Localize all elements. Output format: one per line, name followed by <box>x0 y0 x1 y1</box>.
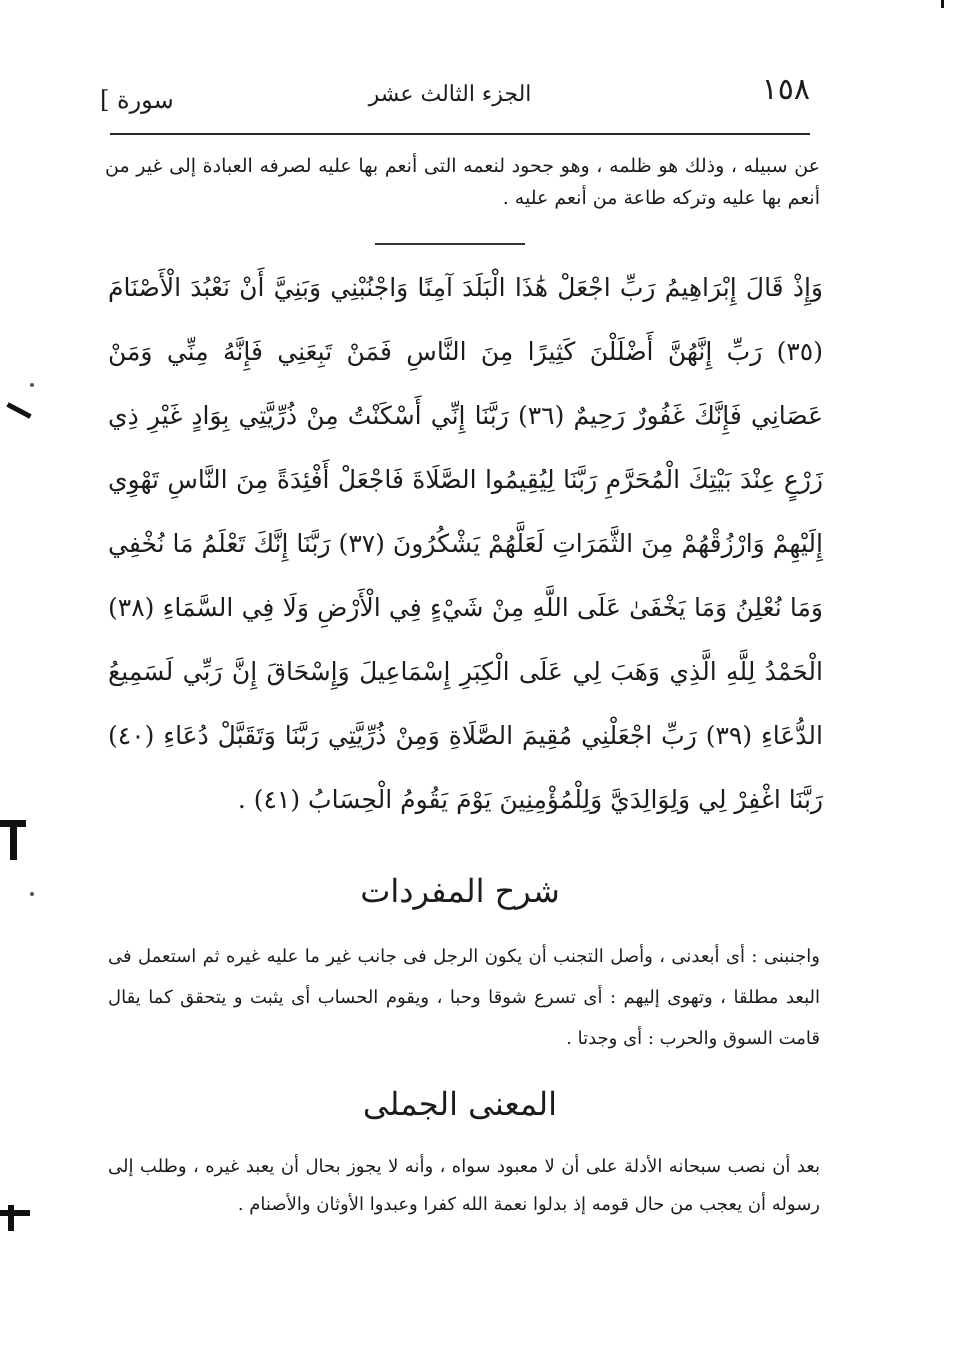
scan-mark <box>0 1210 30 1216</box>
scan-mark <box>8 1205 14 1231</box>
running-head: الجزء الثالث عشر <box>368 82 532 107</box>
page-number: ١٥٨ <box>761 72 810 107</box>
surah-label: [ سورة <box>100 86 174 114</box>
scan-mark <box>6 402 31 419</box>
page-header <box>100 72 810 132</box>
scan-mark <box>10 820 17 860</box>
scan-mark <box>941 0 944 8</box>
summary-title: المعنى الجملى <box>362 1085 558 1123</box>
summary-text: بعد أن نصب سبحانه الأدلة على أن لا معبود سواه ، وأنه لا يجوز بحال أن يعبد غيره ، وطلب إلى رسوله أن يعجب من حال قومه إذ بدلوا نعمة الله كفرا وعبدوا الأوثان والأصنام . <box>108 1156 820 1215</box>
glossary-text: واجنبنى : أى أبعدنى ، وأصل التجنب أن يكون الرجل فى جانب غير ما عليه غيره ثم استعمل فى البعد مطلقا ، وتهوى إليهم : أى تسرع شوقا وحبا ، ويقوم الحساب أى يثبت و يتحقق كما يقال قامت السوق والحرب : أى وجدتا . <box>108 946 820 1049</box>
separator-rule <box>375 243 525 245</box>
scan-speck <box>30 383 34 387</box>
header-rule <box>110 133 810 135</box>
glossary-title: شرح المفردات <box>360 872 560 910</box>
intro-paragraph: عن سبيله ، وذلك هو ظلمه ، وهو جحود لنعمه التى أنعم بها عليه لصرفه العبادة إلى غير من أنعم بها عليه وتركه طاعة من أنعم عليه . <box>105 155 820 209</box>
scan-speck <box>30 892 34 896</box>
verses-passage: وَإِذْ قَالَ إِبْرَاهِيمُ رَبِّ اجْعَلْ هَٰذَا الْبَلَدَ آمِنًا وَاجْنُبْنِي وَبَنِيَّ أَنْ نَعْبُدَ الْأَصْنَامَ (٣٥) رَبِّ إِنَّهُنَّ أَضْلَلْنَ كَثِيرًا مِنَ النَّاسِ فَمَنْ تَبِعَنِي فَإِنَّهُ مِنِّي وَمَنْ عَصَانِي فَإِنَّكَ غَفُورٌ رَحِيمٌ (٣٦) رَبَّنَا إِنِّي أَسْكَنْتُ مِنْ ذُرِّيَّتِي بِوَادٍ غَيْرِ ذِي زَرْعٍ عِنْدَ بَيْتِكَ الْمُحَرَّمِ رَبَّنَا لِيُقِيمُوا الصَّلَاةَ فَاجْعَلْ أَفْئِدَةً مِنَ النَّاسِ تَهْوِي إِلَيْهِمْ وَارْزُقْهُمْ مِنَ الثَّمَرَاتِ لَعَلَّهُمْ يَشْكُرُونَ (٣٧) رَبَّنَا إِنَّكَ تَعْلَمُ مَا نُخْفِي وَمَا نُعْلِنُ وَمَا يَخْفَىٰ عَلَى اللَّهِ مِنْ شَيْءٍ فِي الْأَرْضِ وَلَا فِي السَّمَاءِ (٣٨) الْحَمْدُ لِلَّهِ الَّذِي وَهَبَ لِي عَلَى الْكِبَرِ إِسْمَاعِيلَ وَإِسْحَاقَ إِنَّ رَبِّي لَسَمِيعُ الدُّعَاءِ (٣٩) رَبِّ اجْعَلْنِي مُقِيمَ الصَّلَاةِ وَمِنْ ذُرِّيَّتِي رَبَّنَا وَتَقَبَّلْ دُعَاءِ (٤٠) رَبَّنَا اغْفِرْ لِي وَلِوَالِدَيَّ وَلِلْمُؤْمِنِينَ يَوْمَ يَقُومُ الْحِسَابُ (٤١) . <box>108 273 823 814</box>
